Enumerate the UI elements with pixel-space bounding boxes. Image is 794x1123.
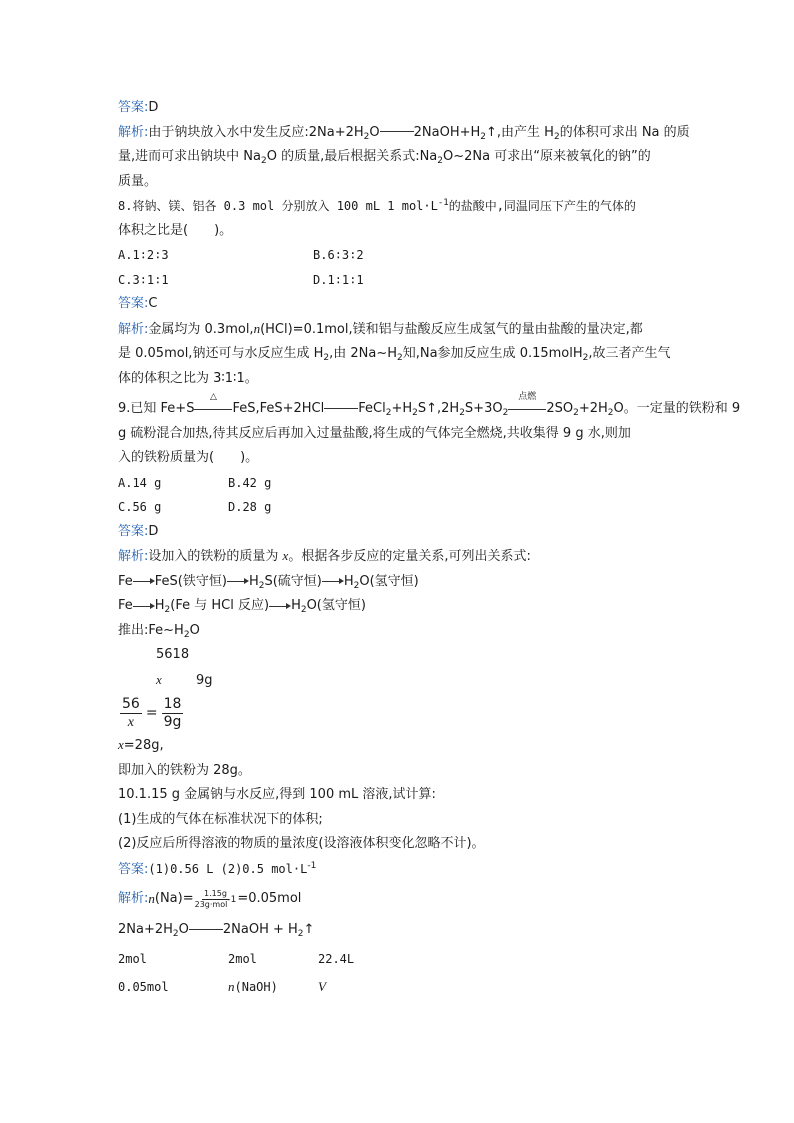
- explain-8-line2: 是 0.05mol,钠还可与水反应生成 $H_2$,由 $2Na\sim H_2$知,Na参加反应生成 0.15molH$_2$,故三者产生气: [118, 346, 671, 363]
- deduce-line: 推出$:Fe\sim H_2O$: [118, 622, 200, 640]
- stoich-row-2: 0.05mol n(NaOH) V: [118, 979, 326, 994]
- fraction-right: $\frac{18}{9g}$: [163, 695, 182, 730]
- deduce-masses: 5618: [156, 647, 190, 662]
- stoich-row-1: 2mol 2mol 22.4L: [118, 951, 355, 966]
- question-9-line2: g 硫粉混合加热,待其反应后再加入过量盐酸,将生成的气体完全燃烧,共收集得 9 g 水,则加: [118, 425, 631, 441]
- option-b: B.6∶3∶2: [313, 248, 364, 262]
- question-8-options-ab: [118, 243, 678, 268]
- question-9-options-cd: [118, 495, 678, 520]
- question-9-options-ab: [118, 471, 678, 496]
- relation-2: Fe $H_2(Fe$ 与 HCl 反应) $H_2O$(氢守恒): [118, 598, 366, 615]
- question-9-line1: 9.已知 Fe+S △ FeS,FeS+2HCl $FeCl_2+H_2S↑,2H_2S+3O_2$ 点燃 $2SO_2+2H_2O$。一定量的铁粉和 9: [118, 391, 741, 418]
- result-line: x=28g,: [118, 737, 164, 753]
- conclusion-line: 即加入的铁粉为 28g。: [118, 762, 251, 778]
- option-d: D.28 g: [228, 500, 272, 514]
- arrow-icon: [133, 602, 155, 610]
- question-8-line2: 体积之比是( )。: [118, 222, 233, 238]
- option-c: C.3∶1∶1: [118, 272, 169, 287]
- equation-10: $2Na+2H_2O$ 2NaOH + $H_2↑$: [118, 922, 315, 939]
- equals-sign: [380, 129, 414, 135]
- explain-8-line1: 解析:金属均为 0.3mol,n(HCl)=0.1mol,镁和铝与盐酸反应生成氢气的量由盐酸的量决定,都: [118, 320, 643, 337]
- question-8-line1: 8.将钠、镁、铝各 0.3 mol 分别放入 100 mL 1 $mol\cdot L^{-1}$的盐酸中,同温同压下产生的气体的: [118, 198, 636, 213]
- answer-prev: 答案:D: [118, 100, 159, 115]
- answer-8: 答案:C: [118, 296, 158, 311]
- option-c: C.56 g: [118, 500, 162, 514]
- arrow-icon: [133, 577, 155, 585]
- explain-prev-line1: 解析:由于钠块放入水中发生反应$:2Na+2H_2O$ $2NaOH+H_2↑$,由产生 $H_2$的体积可求出 Na 的质: [118, 124, 690, 142]
- heat-condition: △: [194, 404, 232, 414]
- option-a: A.14 g: [118, 475, 162, 490]
- arrow-icon: [227, 577, 249, 585]
- deduce-unknowns: x 9g: [156, 671, 213, 688]
- option-b: B.42 g: [228, 475, 272, 490]
- question-9-line3: 入的铁粉质量为( )。: [118, 450, 259, 465]
- question-8-options-cd: [118, 268, 678, 293]
- option-a: A.1∶2∶3: [118, 248, 169, 262]
- ignite-condition: 点燃: [508, 404, 546, 414]
- question-10-line3: (2)反应后所得溶液的物质的量浓度(设溶液体积变化忽略不计)。: [118, 836, 485, 851]
- question-10-line2: (1)生成的气体在标准状况下的体积;: [118, 811, 323, 827]
- document-page: [118, 96, 741, 1000]
- explain-8-line3: 体的体积之比为 3∶1∶1。: [118, 370, 258, 386]
- proportion: $\frac{56}{x}$ = $\frac{18}{9g}$: [122, 695, 182, 730]
- answer-9: 答案:D: [118, 523, 159, 539]
- explain-prev-line3: 质量。: [118, 173, 158, 189]
- small-fraction: 1.15g 23g·mol$^{-1}$: [194, 888, 237, 909]
- arrow-icon: [322, 577, 344, 585]
- explain-10-line1: 解析: n (Na)= 1.15g 23g·mol$^{-1}$ =0.05mol: [118, 888, 302, 909]
- option-d: D.1∶1∶1: [313, 272, 364, 287]
- relation-1: Fe FeS(铁守恒) $H_2S$(硫守恒) $H_2O$(氢守恒): [118, 573, 419, 591]
- answer-10: 答案:(1)0.56 L (2)0.5 $mol\cdot L^{-1}$: [118, 860, 317, 877]
- question-10-line1: 10.1.15 g 金属钠与水反应,得到 100 mL 溶液,试计算:: [118, 787, 436, 802]
- fraction-left: $\frac{56}{x}$: [122, 695, 140, 730]
- explain-9-line1: 解析:设加入的铁粉的质量为 x。根据各步反应的定量关系,可列出关系式:: [118, 548, 531, 564]
- arrow-icon: [269, 602, 291, 610]
- explain-prev-line2: 量,进而可求出钠块中 $Na_2O$ 的质量,最后根据关系式$:Na_2O\sim 2Na$ 可求出“原来被氧化的钠”的: [118, 149, 651, 166]
